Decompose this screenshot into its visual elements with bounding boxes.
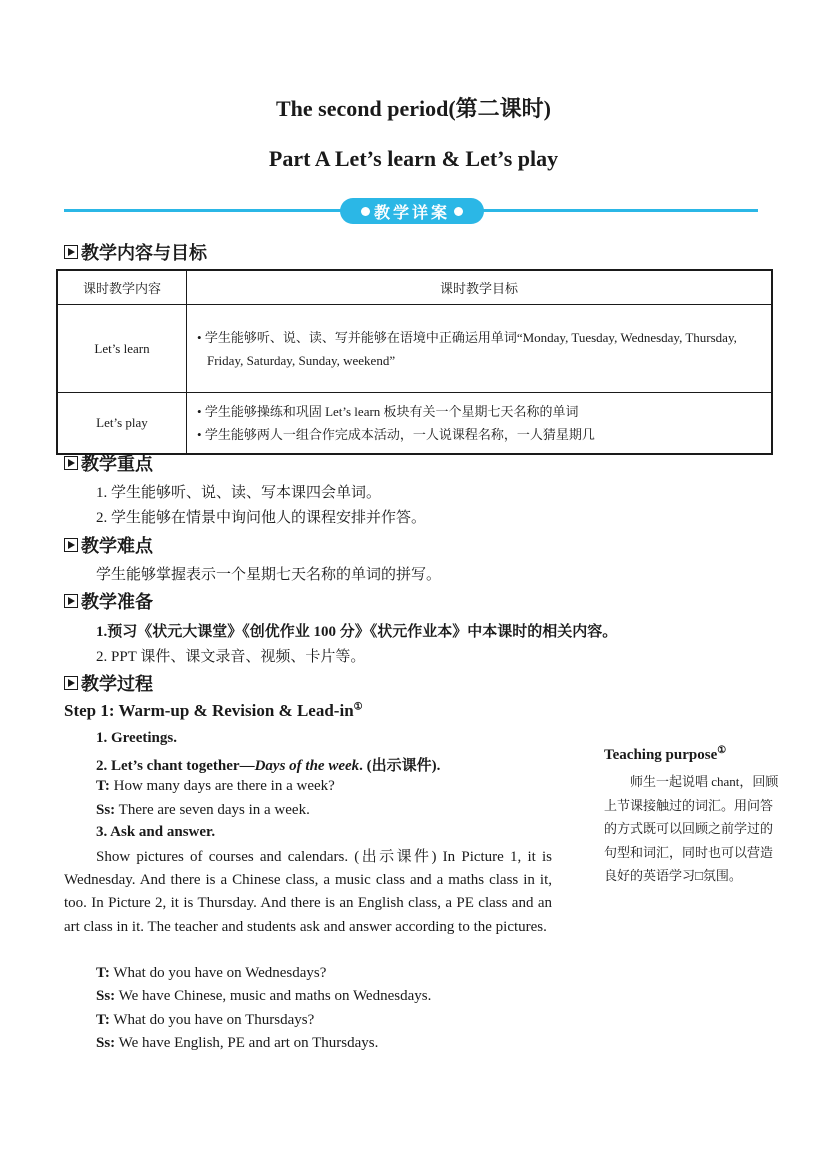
table-cell-goals xyxy=(187,393,773,455)
dialog-line: Ss: We have English, PE and art on Thursdays. xyxy=(96,1035,379,1051)
goal-item: • 学生能够两人一组合作完成本活动，一人说课程名称，一人猜星期几 xyxy=(197,427,595,442)
bullet: • xyxy=(197,329,202,345)
table-cell-content: Let’s learn xyxy=(57,305,187,393)
dot-icon xyxy=(361,207,370,216)
section-label: 教学重点 xyxy=(81,454,153,475)
teaching-purpose-title: Teaching purpose① xyxy=(604,745,727,763)
preparation-item-1: 1.预习《状元大课堂》《创优作业 100 分》《状元作业本》中本课时的相关内容。 xyxy=(96,624,618,640)
difficulty-text: 学生能够掌握表示一个星期七天名称的单词的拼写。 xyxy=(96,567,442,583)
goals-table xyxy=(56,269,773,455)
chant-line: 2. Let’s chant together—Days of the week. (出示课件). xyxy=(96,758,441,774)
table-header-cell: 课时教学目标 xyxy=(187,270,773,305)
step-1-heading: Step 1: Warm-up & Revision & Lead-in① xyxy=(64,701,363,720)
banner-label: 教学详案 xyxy=(373,202,450,222)
play-triangle-icon xyxy=(64,456,78,470)
play-triangle-icon xyxy=(64,594,78,608)
table-header-row xyxy=(57,270,772,305)
preparation-item-2: 2. PPT 课件、课文录音、视频、卡片等。 xyxy=(96,649,366,665)
key-point-2: 2. 学生能够在情景中询问他人的课程安排并作答。 xyxy=(96,510,427,526)
dialog-line: Ss: There are seven days in a week. xyxy=(96,802,310,818)
play-triangle-icon xyxy=(64,676,78,690)
bullet: • xyxy=(197,427,202,442)
page-subtitle: Part A Let’s learn & Let’s play xyxy=(268,146,559,171)
section-heading-difficulties xyxy=(64,532,153,558)
key-point-1: 1. 学生能够听、说、读、写本课四会单词。 xyxy=(96,485,382,501)
footnote-mark: ① xyxy=(717,745,727,756)
play-triangle-icon xyxy=(64,245,78,259)
paragraph-pictures: Show pictures of courses and calendars. (出示课件) In Picture 1, it is Wednesday. And there is a Chinese class, a music class and a maths class in it, too. In Picture 2, it is Thursday. And there is an English class, a PE class and an art class in it. The teacher and students ask and answer according to the pictures. xyxy=(64,849,552,935)
banner-badge xyxy=(340,198,484,224)
footnote-mark: ① xyxy=(353,701,363,713)
section-heading-key-points xyxy=(64,450,153,476)
section-heading-preparation xyxy=(64,588,153,614)
table-cell-content: Let’s play xyxy=(57,393,187,455)
dot-icon xyxy=(454,207,463,216)
teaching-purpose-body: 师生一起说唱 chant，回顾上节课接触过的词汇。用问答的方式既可以回顾之前学过的句型和词汇，同时也可以营造良好的英语学习□氛围。 xyxy=(604,774,779,883)
section-heading-content-goals xyxy=(64,239,207,265)
goal-item: • 学生能够操练和巩固 Let’s learn 板块有关一个星期七天名称的单词 xyxy=(197,404,579,419)
dialog-line: T: What do you have on Thursdays? xyxy=(96,1012,315,1028)
goal-item: • 学生能够听、说、读、写并能够在语境中正确运用单词“Monday, Tuesday, Wednesday, Thursday, Friday, Saturday, Sunday, weekend” xyxy=(197,329,737,368)
dialog-line: T: What do you have on Wednesdays? xyxy=(96,965,327,981)
table-row xyxy=(57,305,772,393)
section-label: 教学准备 xyxy=(81,592,153,613)
page-title: The second period(第二课时) xyxy=(275,96,551,121)
ask-answer: 3. Ask and answer. xyxy=(96,824,216,840)
section-label: 教学过程 xyxy=(81,674,153,695)
table-header-cell: 课时教学内容 xyxy=(57,270,187,305)
bullet: • xyxy=(197,404,202,419)
table-row xyxy=(57,393,772,455)
play-triangle-icon xyxy=(64,538,78,552)
dialog-line: Ss: We have Chinese, music and maths on Wednesdays. xyxy=(96,988,432,1004)
section-label: 教学难点 xyxy=(81,536,153,557)
greetings: 1. Greetings. xyxy=(96,730,177,746)
dialog-line: T: How many days are there in a week? xyxy=(96,778,335,794)
section-heading-process xyxy=(64,670,153,696)
table-cell-goals xyxy=(187,305,773,393)
section-label: 教学内容与目标 xyxy=(81,243,207,264)
